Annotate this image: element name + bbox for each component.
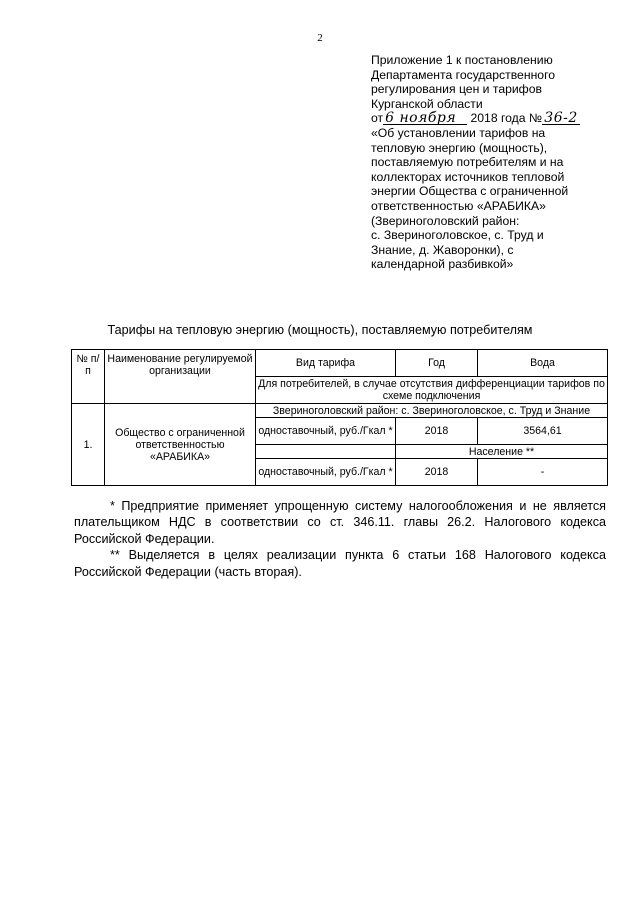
appendix-title-line: с. Звериноголовское, с. Труд и — [371, 228, 544, 243]
appendix-line: Департамента государственного — [371, 67, 556, 82]
appendix-line: Приложение 1 к постановлению — [371, 53, 553, 67]
date-prefix: от — [371, 111, 384, 126]
appendix-line: регулирования цен и тарифов — [371, 82, 542, 97]
appendix-date-line — [371, 111, 601, 126]
tariff-type-cell: одноставочный, руб./Гкал * — [256, 459, 396, 486]
appendix-title-line: тепловую энергию (мощность), — [371, 140, 548, 155]
consumers-cell: Для потребителей, в случае отсутствия дифференциации тарифов по схеме подключения — [256, 377, 608, 404]
footnotes — [74, 498, 606, 580]
row-number: 1. — [72, 404, 105, 486]
date-year: 2018 года № — [470, 111, 543, 126]
footnote-population: ** Выделяется в целях реализации пункта 6 статьи 168 Налогового кодекса Российской Федерации (часть вторая). — [74, 548, 606, 579]
tariff-year-cell: 2018 — [396, 418, 478, 445]
appendix-title-line: поставляемую потребителям и на — [371, 155, 564, 170]
appendix-title-line: ответственностью «АРАБИКА» — [371, 198, 546, 213]
tariff-type-cell: одноставочный, руб./Гкал * — [256, 418, 396, 445]
header-tariff-type: Вид тарифа — [256, 350, 396, 377]
header-year: Год — [396, 350, 478, 377]
handwritten-number: 36-2 — [542, 112, 580, 125]
appendix-line: Курганской области — [371, 96, 483, 111]
appendix-title-line: коллекторах источников тепловой — [371, 169, 565, 184]
page-number: 2 — [317, 32, 323, 44]
table-header-row — [72, 350, 608, 377]
header-water: Вода — [478, 350, 608, 377]
district-cell: Звериноголовский район: с. Звериноголовское, с. Труд и Знание — [256, 404, 608, 418]
tariff-value-cell: - — [478, 459, 608, 486]
appendix-title-line: энергии Общества с ограниченной — [371, 184, 569, 199]
table-title: Тарифы на тепловую энергию (мощность), поставляемую потребителям — [107, 323, 533, 337]
org-name: Общество с ограниченной ответственностью «АРАБИКА» — [105, 404, 256, 486]
appendix-header — [371, 53, 601, 272]
appendix-title-line: Знание, д. Жаворонки), с — [371, 242, 514, 257]
handwritten-date: 6 ноября — [383, 112, 467, 125]
header-num: № п/п — [72, 350, 105, 404]
appendix-title-line: «Об установлении тарифов на — [371, 125, 546, 140]
tariff-year-cell: 2018 — [396, 459, 478, 486]
footnote-tax-system: * Предприятие применяет упрощенную систему налогообложения и не является плательщиком НДС в соответствии со ст. 346.11. главы 26.2. Налогового кодекса Российской Федерации. — [74, 499, 606, 546]
appendix-title-line: календарной разбивкой» — [371, 257, 514, 272]
population-cell: Население ** — [396, 445, 608, 459]
appendix-title-line: (Звериноголовский район: — [371, 213, 520, 228]
district-row — [72, 404, 608, 418]
tariff-table — [71, 349, 608, 486]
tariff-value-cell: 3564,61 — [478, 418, 608, 445]
header-org: Наименование регулируемой организации — [105, 350, 256, 404]
